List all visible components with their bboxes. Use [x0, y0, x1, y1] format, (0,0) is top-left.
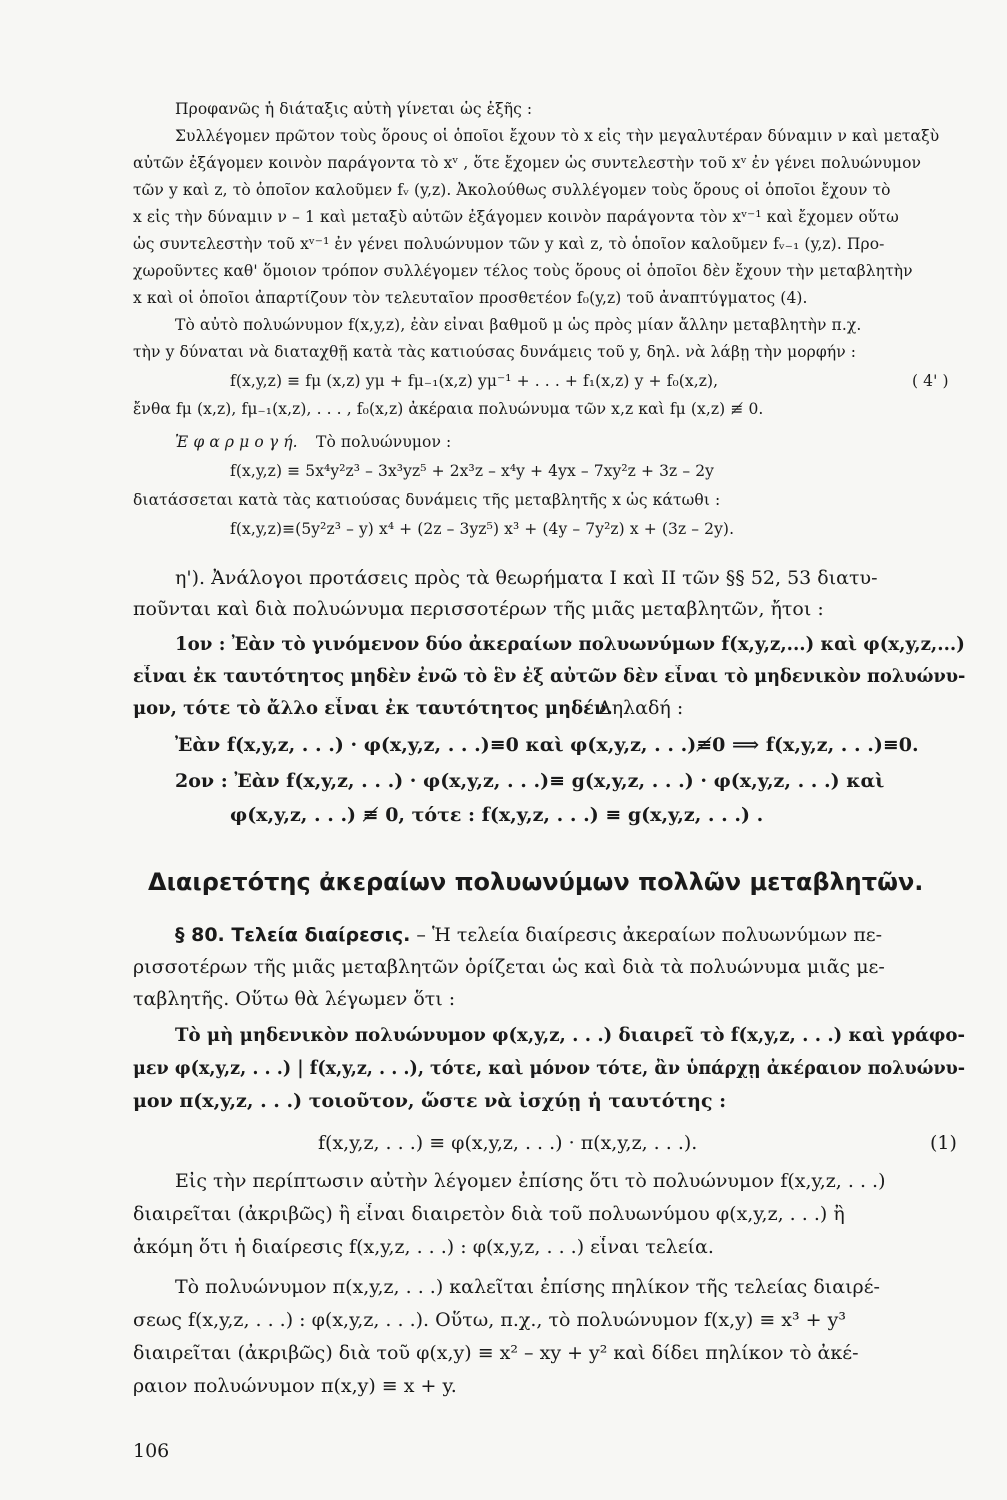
example-label: Ἐ φ α ρ μ ο γ ή. [175, 433, 298, 451]
text-line: διαιρεῖται (ἀκριβῶς) ἢ εἶναι διαιρετὸν διὰ τοῦ πολυωνύμου φ(x,y,z, . . .) ἢ [133, 1203, 845, 1225]
text-line: αὐτῶν ἐξάγομεν κοινὸν παράγοντα τὸ xᵛ , ὅτε ἔχομεν ὡς συντελεστὴν τοῦ xᵛ ἐν γένει πολυώνυμον [133, 154, 922, 172]
formula-line: f(x,y,z, . . .) ≡ φ(x,y,z, . . .) · π(x,y,z, . . .). [318, 1132, 698, 1154]
text-line: x καὶ οἱ ὁποῖοι ἀπαρτίζουν τὸν τελευταῖον προσθετέον f₀(y,z) τοῦ ἀναπτύγματος (4). [133, 289, 808, 307]
formula-line: Ἐὰν f(x,y,z, . . .) · φ(x,y,z, . . .)≡0 καὶ φ(x,y,z, . . .)≢0 ⟹ f(x,y,z, . . .)≡0. [175, 734, 919, 756]
theorem-line: 1ον : Ἐὰν τὸ γινόμενον δύο ἀκεραίων πολυωνύμων f(x,y,z,...) καὶ φ(x,y,z,...) [175, 633, 965, 655]
page-number: 106 [133, 1440, 170, 1462]
text-line: ἀκόμη ὅτι ἡ διαίρεσις f(x,y,z, . . .) : φ(x,y,z, . . .) εἶναι τελεία. [133, 1236, 714, 1258]
text-line: διατάσσεται κατὰ τὰς κατιούσας δυνάμεις τῆς μεταβλητῆς x ὡς κάτωθι : [133, 491, 721, 509]
text-line: σεως f(x,y,z, . . .) : φ(x,y,z, . . .). Οὕτω, π.χ., τὸ πολυώνυμον f(x,y) ≡ x³ + y³ [133, 1309, 846, 1331]
text-line: Τὸ αὐτὸ πολυώνυμον f(x,y,z), ἐὰν εἶναι βαθμοῦ μ ὡς πρὸς μίαν ἄλλην μεταβλητὴν π.χ. [175, 316, 862, 334]
equation-number: ( 4' ) [912, 372, 949, 390]
text-line: τῶν y καὶ z, τὸ ὁποῖον καλοῦμεν fᵥ (y,z). Ἀκολούθως συλλέγομεν τοὺς ὅρους οἱ ὁποῖοι ἔχουν τὸ [133, 181, 891, 199]
text-line: – Ἡ τελεία διαίρεσις ἀκεραίων πολυωνύμων πε- [410, 924, 883, 946]
section-title: § 80. Τελεία διαίρεσις. [175, 924, 411, 946]
text-line: διαιρεῖται (ἀκριβῶς) διὰ τοῦ φ(x,y) ≡ x² – xy + y² καὶ δίδει πηλίκον τὸ ἀκέ- [133, 1342, 859, 1364]
formula-line: φ(x,y,z, . . .) ≢ 0, τότε : f(x,y,z, . . .) ≡ g(x,y,z, . . .) . [230, 804, 764, 826]
section-first-line [175, 924, 965, 946]
text-line: x εἰς τὴν δύναμιν ν – 1 καὶ μεταξὺ αὐτῶν ἐξάγομεν κοινὸν παράγοντα τὸν xᵛ⁻¹ καὶ ἔχομεν οὕτω [133, 208, 899, 226]
text-line: Δηλαδή : [598, 697, 684, 719]
text-line: ἔνθα fμ (x,z), fμ₋₁(x,z), . . . , f₀(x,z) ἀκέραια πολυώνυμα τῶν x,z καὶ fμ (x,z) ≢ 0. [133, 400, 764, 418]
text-line: ὡς συντελεστὴν τοῦ xᵛ⁻¹ ἐν γένει πολυώνυμον τῶν y καὶ z, τὸ ὁποῖον καλοῦμεν fᵥ₋₁ (y,z). Προ- [133, 235, 885, 253]
text-line: Εἰς τὴν περίπτωσιν αὐτὴν λέγομεν ἐπίσης ὅτι τὸ πολυώνυμον f(x,y,z, . . .) [175, 1170, 886, 1192]
definition-line: μον π(x,y,z, . . .) τοιοῦτον, ὥστε νὰ ἰσχύῃ ἡ ταυτότης : [133, 1090, 727, 1112]
text-line: Τὸ πολυώνυμον : [316, 433, 452, 451]
text-line: τὴν y δύναται νὰ διαταχθῇ κατὰ τὰς κατιούσας δυνάμεις τοῦ y, δηλ. νὰ λάβῃ τὴν μορφήν : [133, 343, 857, 361]
chapter-heading: Διαιρετότης ἀκεραίων πολυωνύμων πολλῶν μεταβλητῶν. [148, 868, 924, 896]
formula-line: f(x,y,z)≡(5y²z³ – y) x⁴ + (2z – 3yz⁵) x³ + (4y – 7y²z) x + (3z – 2y). [230, 520, 735, 538]
text-line: η'). Ἀνάλογοι προτάσεις πρὸς τὰ θεωρήματα I καὶ II τῶν §§ 52, 53 διατυ- [175, 567, 878, 589]
definition-line: Τὸ μὴ μηδενικὸν πολυώνυμον φ(x,y,z, . . .) διαιρεῖ τὸ f(x,y,z, . . .) καὶ γράφο- [175, 1024, 966, 1046]
formula-line: 2ον : Ἐὰν f(x,y,z, . . .) · φ(x,y,z, . . .)≡ g(x,y,z, . . .) · φ(x,y,z, . . .) καὶ [175, 770, 885, 792]
theorem-line: εἶναι ἐκ ταυτότητος μηδὲν ἐνῶ τὸ ἓν ἐξ αὐτῶν δὲν εἶναι τὸ μηδενικὸν πολυώνυ- [133, 665, 965, 687]
text-line: Προφανῶς ἡ διάταξις αὐτὴ γίνεται ὡς ἑξῆς : [175, 100, 533, 118]
formula-line: f(x,y,z) ≡ 5x⁴y²z³ – 3x³yz⁵ + 2x³z – x⁴y + 4yx – 7xy²z + 3z – 2y [230, 462, 715, 480]
formula-line: f(x,y,z) ≡ fμ (x,z) yμ + fμ₋₁(x,z) yμ⁻¹ + . . . + f₁(x,z) y + f₀(x,z), [230, 372, 719, 390]
theorem-line: μον, τότε τὸ ἄλλο εἶναι ἐκ ταυτότητος μηδέν. [133, 697, 613, 719]
definition-line: μεν φ(x,y,z, . . .) | f(x,y,z, . . .), τότε, καὶ μόνον τότε, ἂν ὑπάρχῃ ἀκέραιον πολυώνυ- [133, 1057, 965, 1079]
text-line: Τὸ πολυώνυμον π(x,y,z, . . .) καλεῖται ἐπίσης πηλίκον τῆς τελείας διαιρέ- [175, 1276, 880, 1298]
text-line: ραιον πολυώνυμον π(x,y) ≡ x + y. [133, 1375, 457, 1397]
text-line: ταβλητῆς. Οὕτω θὰ λέγωμεν ὅτι : [133, 988, 456, 1010]
text-line: ποῦνται καὶ διὰ πολυώνυμα περισσοτέρων τῆς μιᾶς μεταβλητῶν, ἤτοι : [133, 598, 824, 620]
text-line: χωροῦντες καθ' ὅμοιον τρόπον συλλέγομεν τέλος τοὺς ὅρους οἱ ὁποῖοι δὲν ἔχουν τὴν μεταβλητὴν [133, 262, 913, 280]
text-line: ρισσοτέρων τῆς μιᾶς μεταβλητῶν ὁρίζεται ὡς καὶ διὰ τὰ πολυώνυμα μιᾶς με- [133, 956, 885, 978]
text-line: Συλλέγομεν πρῶτον τοὺς ὅρους οἱ ὁποῖοι ἔχουν τὸ x εἰς τὴν μεγαλυτέραν δύναμιν ν καὶ μεταξὺ [175, 127, 940, 145]
equation-number: (1) [930, 1132, 957, 1154]
